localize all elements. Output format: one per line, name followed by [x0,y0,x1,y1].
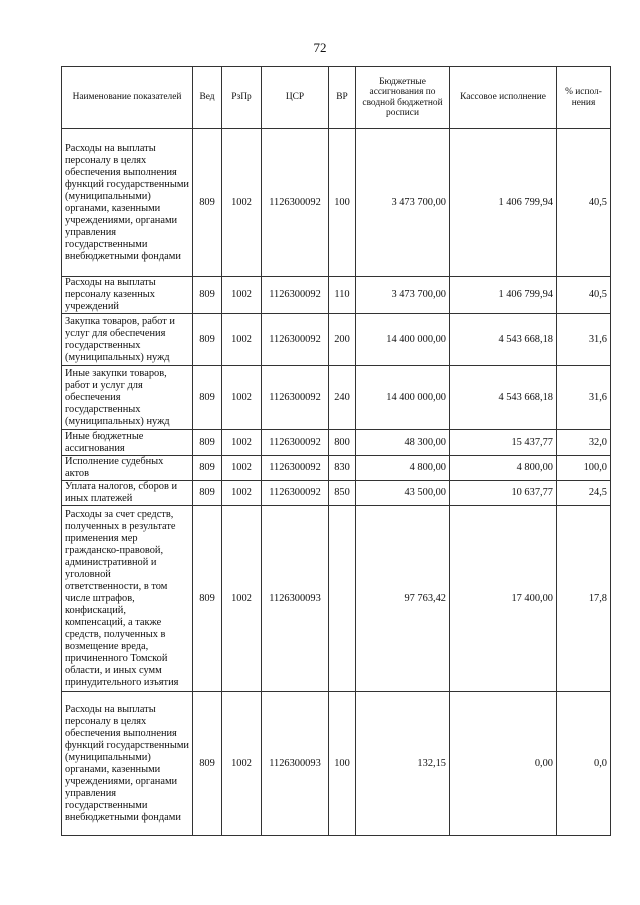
cell-vr: 100 [329,129,356,277]
cell-csr: 1126300092 [262,129,329,277]
cell-rzpr: 1002 [222,129,262,277]
table-row [62,314,611,366]
cell-budget: 43 500,00 [356,481,450,506]
cell-csr: 1126300092 [262,481,329,506]
cell-ved: 809 [193,692,222,836]
page-number: 72 [313,40,327,55]
cell-name: Уплата налогов, сборов и иных платежей [62,481,193,506]
cell-cash: 17 400,00 [450,506,557,692]
cell-cash: 1 406 799,94 [450,277,557,314]
cell-name: Иные бюджетные ассигнования [62,430,193,456]
header-name: Наименование показателей [62,67,193,129]
cell-rzpr: 1002 [222,481,262,506]
cell-budget: 97 763,42 [356,506,450,692]
cell-percent: 17,8 [557,506,611,692]
table-row [62,277,611,314]
cell-rzpr: 1002 [222,506,262,692]
cell-name: Иные закупки товаров, работ и услуг для обеспечения государственных (муниципальных) нужд [62,366,193,430]
cell-cash: 4 543 668,18 [450,366,557,430]
cell-ved: 809 [193,481,222,506]
table-row [62,129,611,277]
cell-name: Исполнение судебных актов [62,456,193,481]
cell-percent: 0,0 [557,692,611,836]
cell-cash: 4 543 668,18 [450,314,557,366]
cell-rzpr: 1002 [222,456,262,481]
cell-percent: 24,5 [557,481,611,506]
cell-ved: 809 [193,430,222,456]
header-percent: % испол-нения [557,67,611,129]
cell-csr: 1126300093 [262,692,329,836]
cell-cash: 1 406 799,94 [450,129,557,277]
cell-csr: 1126300092 [262,456,329,481]
table-row [62,456,611,481]
header-budget: Бюджетные ассигнования по сводной бюджетной росписи [356,67,450,129]
cell-rzpr: 1002 [222,314,262,366]
header-rzpr: РзПр [222,67,262,129]
table-row [62,506,611,692]
cell-ved: 809 [193,456,222,481]
cell-cash: 15 437,77 [450,430,557,456]
cell-name: Расходы за счет средств, полученных в результате применения мер гражданско-правовой, административной и уголовной ответственности, в том числе штрафов, конфискаций, компенсаций, а также средств, полученных в возмещение вреда, причиненного Томской области, и иных сумм принудительного изъятия [62,506,193,692]
cell-csr: 1126300092 [262,277,329,314]
cell-cash: 0,00 [450,692,557,836]
cell-cash: 10 637,77 [450,481,557,506]
header-csr: ЦСР [262,67,329,129]
cell-vr: 800 [329,430,356,456]
cell-name: Расходы на выплаты персоналу в целях обеспечения выполнения функций государственными (муниципальными) органами, казенными учреждениями, органами управления государственными внебюджетными фондами [62,692,193,836]
table-row [62,366,611,430]
cell-csr: 1126300092 [262,430,329,456]
cell-vr: 830 [329,456,356,481]
cell-ved: 809 [193,366,222,430]
table-row [62,481,611,506]
header-ved: Вед [193,67,222,129]
cell-vr: 110 [329,277,356,314]
cell-budget: 3 473 700,00 [356,277,450,314]
cell-ved: 809 [193,277,222,314]
cell-vr: 240 [329,366,356,430]
cell-name: Расходы на выплаты персоналу казенных учреждений [62,277,193,314]
cell-rzpr: 1002 [222,430,262,456]
cell-percent: 100,0 [557,456,611,481]
cell-csr: 1126300092 [262,314,329,366]
table-row [62,430,611,456]
cell-vr: 200 [329,314,356,366]
cell-budget: 132,15 [356,692,450,836]
cell-name: Расходы на выплаты персоналу в целях обеспечения выполнения функций государственными (муниципальными) органами, казенными учреждениями, органами управления государственными внебюджетными фондами [62,129,193,277]
header-row [62,67,611,129]
cell-budget: 48 300,00 [356,430,450,456]
cell-ved: 809 [193,506,222,692]
cell-cash: 4 800,00 [450,456,557,481]
cell-vr: 850 [329,481,356,506]
cell-percent: 40,5 [557,129,611,277]
cell-csr: 1126300093 [262,506,329,692]
cell-rzpr: 1002 [222,366,262,430]
cell-budget: 3 473 700,00 [356,129,450,277]
cell-csr: 1126300092 [262,366,329,430]
cell-budget: 14 400 000,00 [356,314,450,366]
cell-budget: 4 800,00 [356,456,450,481]
cell-vr [329,506,356,692]
cell-ved: 809 [193,314,222,366]
cell-percent: 31,6 [557,314,611,366]
cell-rzpr: 1002 [222,277,262,314]
cell-ved: 809 [193,129,222,277]
cell-name: Закупка товаров, работ и услуг для обеспечения государственных (муниципальных) нужд [62,314,193,366]
budget-table [61,66,611,836]
cell-percent: 40,5 [557,277,611,314]
header-vr: ВР [329,67,356,129]
cell-rzpr: 1002 [222,692,262,836]
cell-percent: 32,0 [557,430,611,456]
header-cash: Кассовое исполнение [450,67,557,129]
cell-percent: 31,6 [557,366,611,430]
table-row [62,692,611,836]
cell-vr: 100 [329,692,356,836]
cell-budget: 14 400 000,00 [356,366,450,430]
